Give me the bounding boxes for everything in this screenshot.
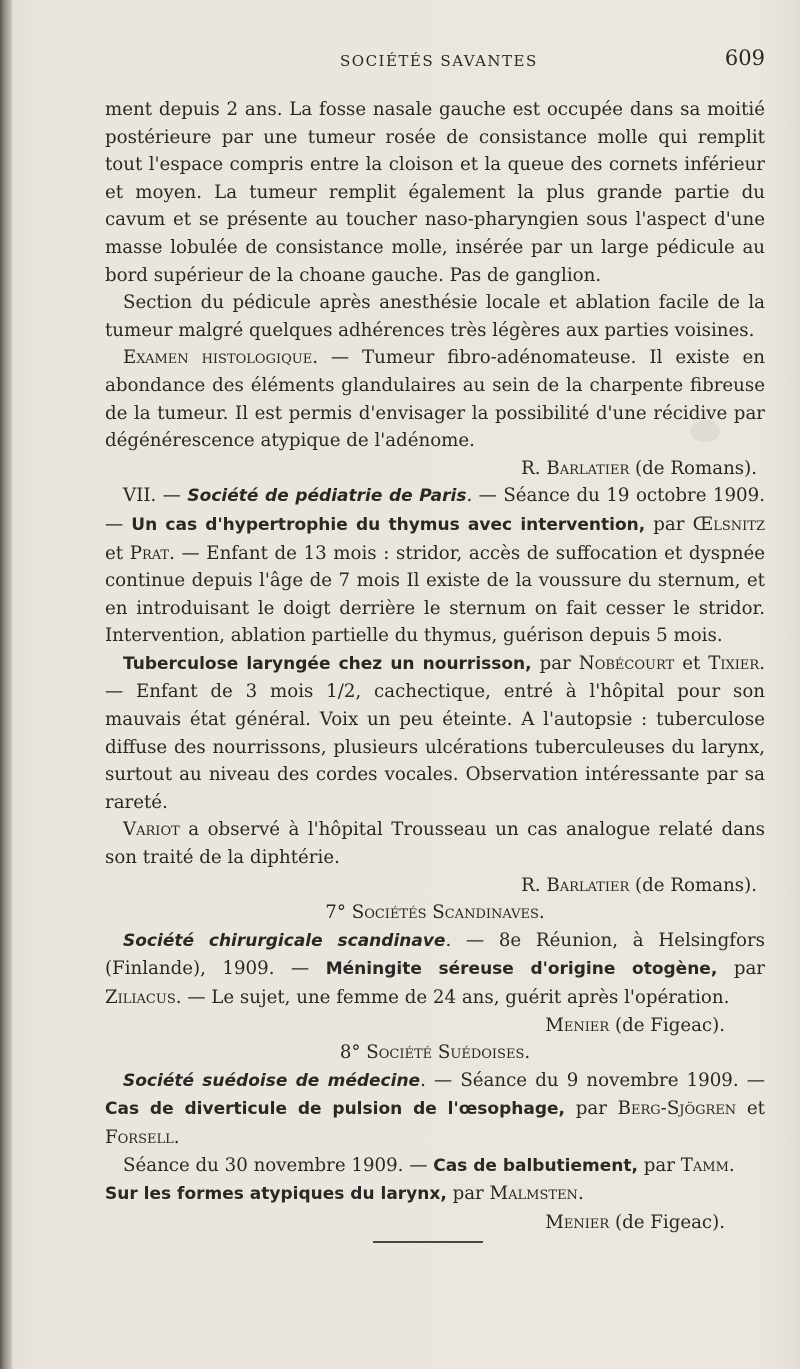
by-word: par: [637, 1154, 681, 1176]
by-word: par: [645, 513, 693, 535]
communication-body: . — Enfant de 3 mois 1/2, cachectique, entré à l'hôpital pour son mauvais état général. Voix un peu éteinte. A l'autopsie : tuberculose diffuse des nourrissons, plusieurs ulcérations tuberculeuses du larynx, surtout au niveau des cordes vocales. Observation intéressante par sa rareté.: [105, 652, 765, 813]
signature-menier: [105, 1012, 765, 1040]
session-date: . — 8e Réunion, à Helsingfors (Finlande), 1909. —: [105, 929, 765, 980]
paragraph-text: a observé à l'hôpital Trousseau un cas analogue relaté dans son traité de la diphtérie.: [105, 819, 765, 869]
signature-place: (de Figeac).: [609, 1211, 725, 1233]
paragraph-surgery: Section du pédicule après anesthésie locale et ablation facile de la tumeur malgré quelques adhérences très légères aux parties voisines.: [105, 292, 765, 341]
society-name: Société de pédiatrie de Paris: [187, 486, 467, 507]
and-word: et: [674, 652, 709, 674]
by-word: par: [565, 1098, 618, 1120]
section-number: VII. —: [123, 485, 188, 507]
author-name: Forsell: [105, 1126, 174, 1148]
running-head: SOCIÉTÉS SAVANTES: [340, 52, 538, 70]
paragraph-swedish-medicine: [105, 1067, 765, 1152]
paragraph-histology: [105, 344, 765, 454]
author-name: Ziliacus: [105, 987, 176, 1008]
by-word: par: [531, 652, 579, 674]
body-text: [105, 96, 765, 1236]
communication-title: Cas de diverticule de pulsion de l'œsophage,: [105, 1099, 565, 1120]
period: .: [728, 1154, 735, 1176]
by-word: par: [446, 1183, 490, 1205]
signature-name: Menier: [545, 1014, 610, 1036]
author-name: Berg-Sjögren: [617, 1098, 737, 1120]
society-name: Société suédoise de médecine: [123, 1070, 421, 1091]
by-word: par: [717, 958, 765, 980]
communication-title: Tuberculose laryngée chez un nourrisson,: [123, 653, 532, 674]
author-name: Variot: [123, 819, 180, 841]
histology-text: — Tumeur fibro-adénomateuse. Il existe en abondance des éléments glandulaires au sein de la charpente fibreuse de la tumeur. Il est permis d'envisager la possibilité d'une récidive par dégénérescence atypique de l'adénome.: [105, 347, 765, 452]
section-heading-swedish: 8° Société Suédoises.: [339, 1042, 531, 1064]
communication-title: Méningite séreuse d'origine otogène,: [325, 959, 718, 980]
and-word: et: [105, 542, 130, 564]
session-date: Séance du 30 novembre 1909. —: [123, 1154, 434, 1176]
period: .: [577, 1183, 584, 1205]
signature-place: (de Romans).: [629, 874, 757, 896]
page-binding-edge: [0, 0, 12, 1369]
communication-body: . — Le sujet, une femme de 24 ans, guérit après l'opération.: [175, 987, 730, 1008]
session-date: . — Séance du 9 novembre 1909. —: [420, 1069, 765, 1091]
communication-title: Sur les formes atypiques du larynx,: [105, 1184, 447, 1205]
author-name: Œlsnitz: [692, 513, 765, 535]
author-name: Tamm: [680, 1154, 729, 1176]
signature-initial: R.: [521, 457, 547, 479]
communication-title: Un cas d'hypertrophie du thymus avec intervention,: [131, 514, 646, 535]
signature-name: Menier: [545, 1211, 610, 1233]
author-name: Malmsten: [489, 1183, 578, 1205]
histology-heading: Examen histologique.: [123, 347, 318, 369]
paragraph-case-description: ment depuis 2 ans. La fosse nasale gauche est occupée dans sa moitié postérieure par une tumeur rosée de consistance molle qui remplit tout l'espace compris entre la cloison et la queue des cornets inférieur et moyen. La tumeur remplit également la plus grande partie du cavum et se présente au toucher naso-pharyngien sous l'aspect d'une masse lobulée de consistance molle, insérée par un large pédicule au bord supérieur de la choane gauche. Pas de ganglion.: [105, 99, 765, 286]
end-rule: [373, 1241, 483, 1243]
author-name: Tixier: [708, 652, 760, 674]
page-header: [100, 44, 765, 78]
and-word: et: [736, 1098, 765, 1120]
author-name: Prat: [129, 542, 170, 564]
paragraph-scandinavian-surgery: [105, 927, 765, 1012]
signature-barlatier-2: [105, 872, 765, 900]
paragraph-laryngeal-tuberculosis: [105, 650, 765, 817]
communication-title: Cas de balbutiement,: [433, 1155, 638, 1176]
communication-body: . — Enfant de 13 mois : stridor, accès de suffocation et dyspnée continue depuis l'âge de 7 mois Il existe de la voussure du sternum, et en introduisant le doigt derrière le sternum on fait cesser le stridor. Intervention, ablation partielle du thymus, guérison depuis 5 mois.: [105, 542, 765, 647]
signature-name: Barlatier: [546, 457, 630, 479]
signature-place: (de Figeac).: [609, 1014, 725, 1036]
paragraph-variot: [105, 816, 765, 871]
signature-place: (de Romans).: [629, 457, 757, 479]
paragraph-pediatrics: [105, 482, 765, 650]
page-number: 609: [724, 46, 765, 70]
paragraph-stuttering: [105, 1152, 765, 1181]
signature-name: Barlatier: [546, 874, 630, 896]
author-name: Nobécourt: [578, 652, 675, 674]
signature-initial: R.: [521, 874, 547, 896]
section-heading-scandinavian: 7° Sociétés Scandinaves.: [325, 902, 545, 924]
paragraph-atypical-larynx: [105, 1180, 765, 1209]
session-date: . — Séance du 19 octobre 1909. —: [105, 485, 765, 535]
signature-barlatier: [105, 455, 765, 483]
period: .: [173, 1126, 180, 1148]
signature-menier-2: [105, 1209, 765, 1237]
society-name: Société chirurgicale scandinave: [123, 930, 446, 951]
